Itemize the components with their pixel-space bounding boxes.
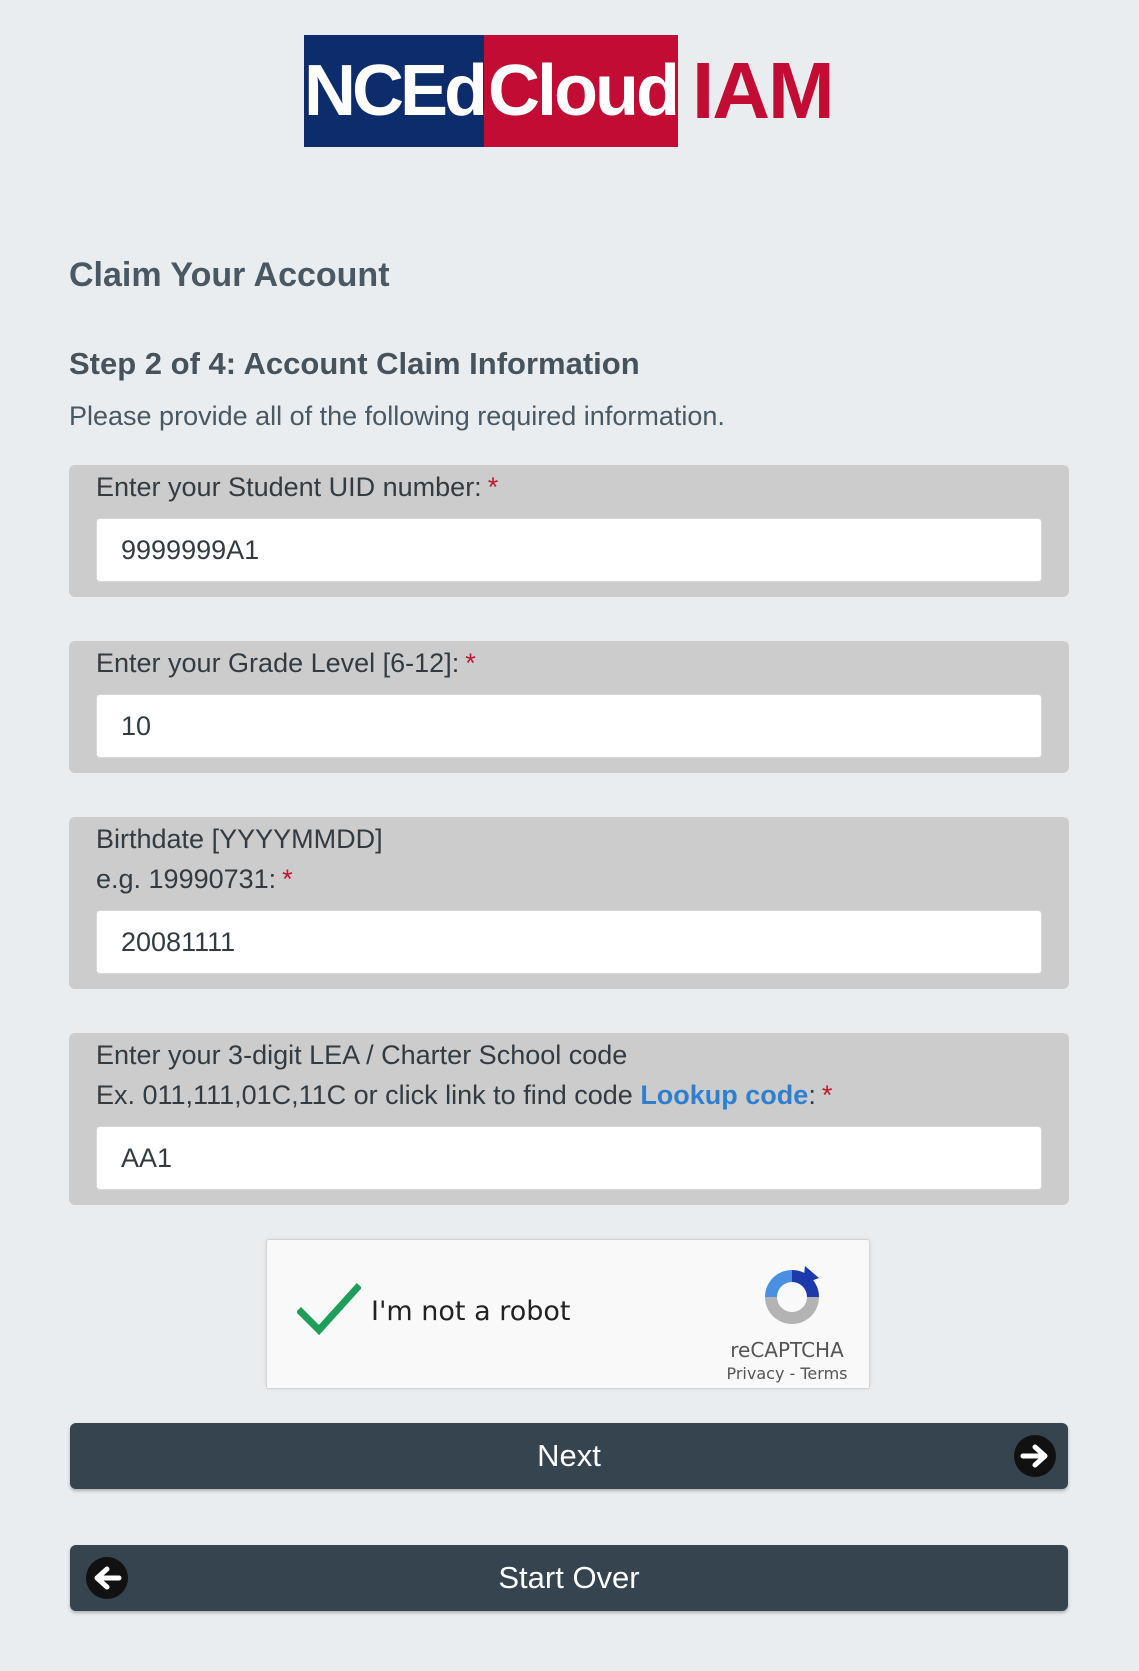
required-asterisk: *	[282, 864, 293, 894]
lea-code-input[interactable]	[96, 1126, 1042, 1190]
start-over-button-label: Start Over	[498, 1560, 640, 1595]
logo-nced-text: NCEd	[304, 35, 484, 147]
birthdate-input[interactable]	[96, 910, 1042, 974]
logo-cloud-text: Cloud	[484, 35, 678, 147]
ncedcloud-logo	[304, 35, 833, 147]
uid-field-group	[69, 465, 1069, 597]
arrow-left-icon	[86, 1557, 128, 1599]
required-asterisk: *	[821, 1080, 833, 1110]
lea-label-line1: Enter your 3-digit LEA / Charter School code	[96, 1040, 628, 1070]
required-asterisk: *	[487, 472, 499, 502]
grade-level-input[interactable]	[96, 694, 1042, 758]
grade-label-text: Enter your Grade Level [6-12]:	[96, 648, 460, 678]
arrow-right-icon	[1014, 1435, 1056, 1477]
birthdate-label-line1: Birthdate [YYYYMMDD]	[96, 824, 383, 854]
next-button[interactable]	[70, 1423, 1068, 1489]
uid-label	[96, 467, 498, 507]
birthdate-field-group	[69, 817, 1069, 989]
recaptcha-logo-icon	[757, 1262, 827, 1332]
lea-label-example: Ex. 011,111,01C,11C or click link to find code	[96, 1080, 633, 1110]
grade-label	[96, 643, 476, 683]
birthdate-label-example: e.g. 19990731:	[96, 864, 277, 894]
lookup-code-link[interactable]: Lookup code	[640, 1080, 809, 1110]
logo-iam-text: IAM	[692, 46, 833, 135]
lea-field-group	[69, 1033, 1069, 1205]
checkmark-icon[interactable]	[297, 1282, 361, 1338]
lea-label-line2	[96, 1075, 832, 1115]
recaptcha-brand: reCAPTCHA	[730, 1338, 844, 1362]
captcha-label: I'm not a robot	[371, 1296, 571, 1327]
recaptcha-widget	[266, 1239, 870, 1389]
recaptcha-links	[712, 1364, 862, 1383]
privacy-link[interactable]: Privacy	[726, 1364, 785, 1383]
birthdate-label-line2	[96, 859, 293, 899]
link-separator: -	[784, 1364, 801, 1383]
instructions-text: Please provide all of the following required information.	[69, 401, 725, 431]
grade-field-group	[69, 641, 1069, 773]
page-title: Claim Your Account	[69, 256, 390, 294]
lea-label-colon: :	[808, 1080, 816, 1110]
student-uid-input[interactable]	[96, 518, 1042, 582]
step-title: Step 2 of 4: Account Claim Information	[69, 346, 640, 381]
required-asterisk: *	[465, 648, 476, 678]
next-button-label: Next	[537, 1438, 601, 1473]
terms-link[interactable]: Terms	[800, 1364, 848, 1383]
start-over-button[interactable]	[70, 1545, 1068, 1611]
uid-label-text: Enter your Student UID number:	[96, 472, 482, 502]
